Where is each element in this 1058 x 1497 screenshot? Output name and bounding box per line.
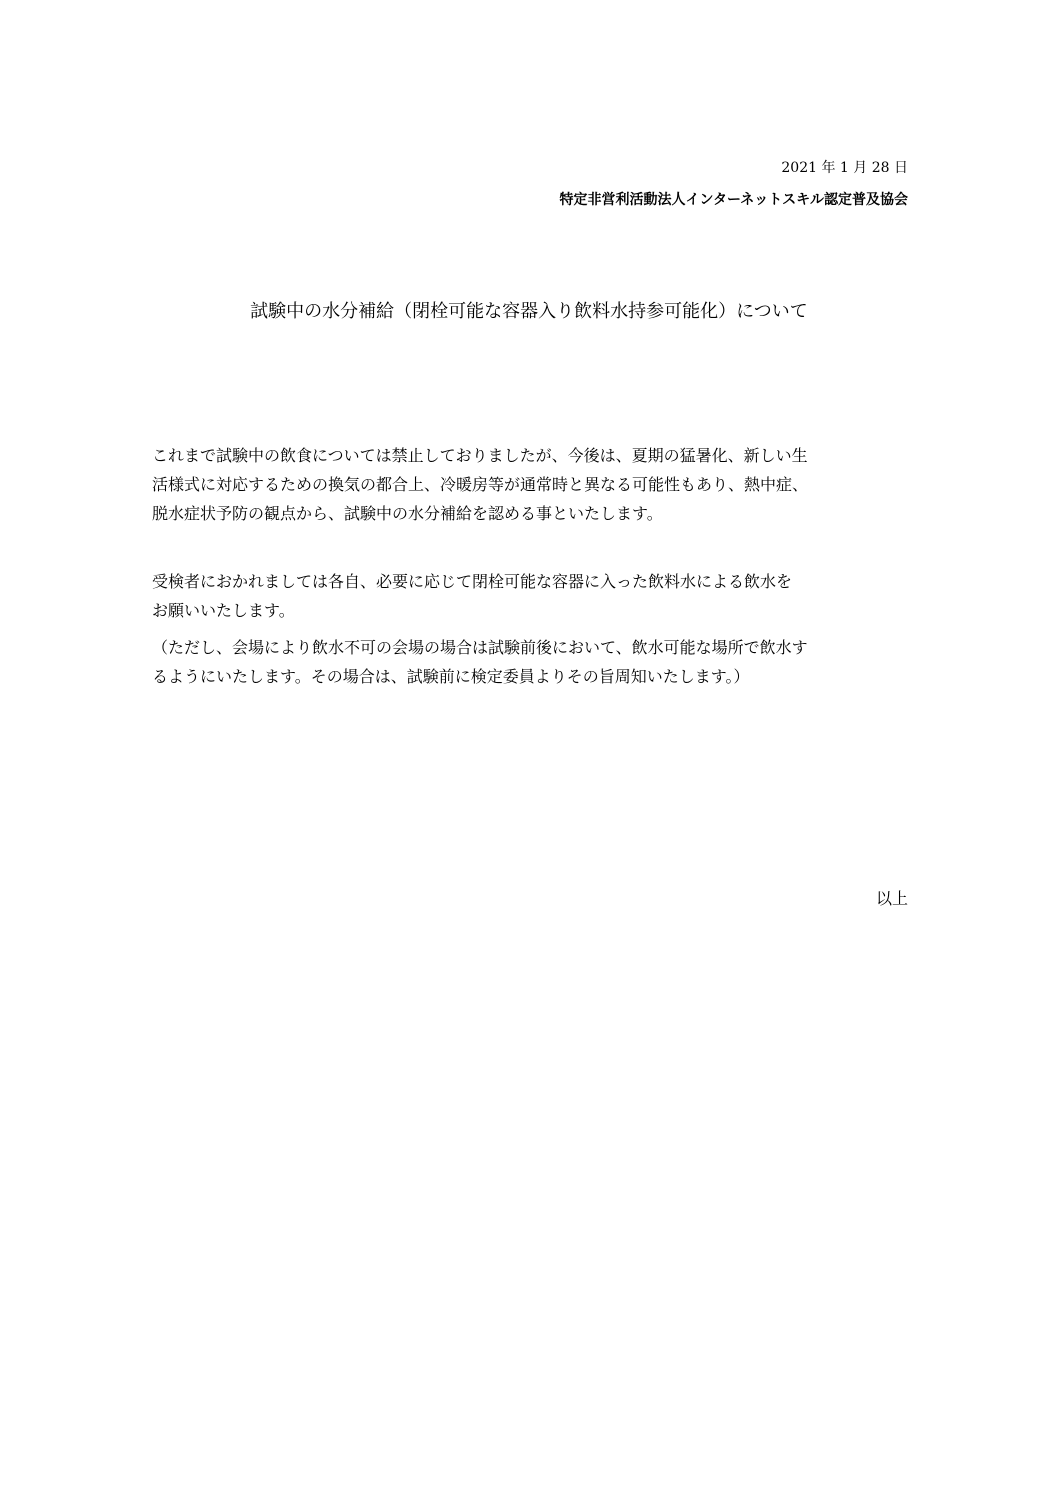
body-paragraph-2: [152, 567, 912, 625]
document-date: 2021 年 1 月 28 日: [781, 160, 908, 176]
organization-name: 特定非営利活動法人インターネットスキル認定普及協会: [559, 192, 908, 208]
closing-remark: 以上: [875, 889, 908, 908]
paragraph-line: 活様式に対応するための換気の都合上、冷暖房等が通常時と異なる可能性もあり、熱中症、: [152, 475, 809, 494]
paragraph-line: るようにいたします。その場合は、試験前に検定委員よりその旨周知いたします。）: [152, 667, 750, 686]
paragraph-line: これまで試験中の飲食については禁止しておりましたが、今後は、夏期の猛暑化、新しい生: [152, 446, 808, 465]
paragraph-line: （ただし、会場により飲水不可の会場の場合は試験前後において、飲水可能な場所で飲水す: [152, 638, 808, 657]
body-paragraph-1: [152, 441, 912, 528]
body-paragraph-3: [152, 633, 912, 691]
paragraph-line: 脱水症状予防の観点から、試験中の水分補給を認める事といたします。: [152, 504, 663, 523]
document-title: 試験中の水分補給（閉栓可能な容器入り飲料水持参可能化）について: [250, 301, 808, 322]
paragraph-line: 受検者におかれましては各自、必要に応じて閉栓可能な容器に入った飲料水による飲水を: [152, 572, 793, 591]
paragraph-line: お願いいたします。: [152, 601, 295, 620]
